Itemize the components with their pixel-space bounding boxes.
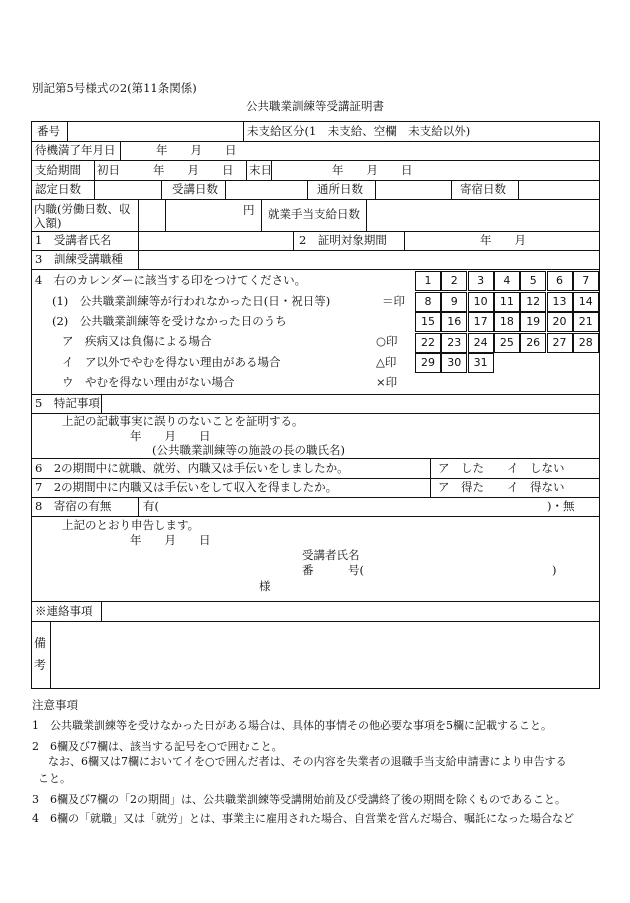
calendar-day[interactable]: 5 <box>520 271 546 291</box>
declare-name-label: 受講者氏名 <box>302 548 360 562</box>
employment-allowance-days-label: 就業手当支給日数 <box>268 207 360 221</box>
calendar-instruction: 4 右のカレンダーに該当する印をつけてください。 <box>35 273 307 287</box>
calendar-day[interactable]: 24 <box>468 333 494 353</box>
answer-income[interactable]: ア 得た イ 得ない <box>438 480 565 494</box>
legend-cross-mark: ×印 <box>376 375 398 389</box>
form-reference: 別記第5号様式の2(第11条関係) <box>32 81 197 95</box>
calendar-day[interactable]: 15 <box>415 312 441 332</box>
legend-no-training: (1) 公共職業訓練等が行われなかった日(日・祝日等) <box>52 294 331 308</box>
first-day-label: 初日 <box>97 163 120 177</box>
waiting-end-date-value: 年 月 日 <box>156 143 237 157</box>
calendar-day[interactable]: 20 <box>547 312 573 332</box>
lodging-days-label: 寄宿日数 <box>460 182 506 196</box>
note-2: 2 6欄及び7欄は、該当する記号を○で囲むこと。 <box>32 740 283 753</box>
note-3: 3 6欄及び7欄の「2の期間」は、公共職業訓練等受講開始前及び受講終了後の期間を除くものであること。 <box>32 793 566 806</box>
attendance-days-label: 受講日数 <box>172 182 218 196</box>
legend-equal-mark: ＝印 <box>382 294 405 308</box>
legend-unavoidable: イ ア以外でやむを得ない理由がある場合 <box>62 355 281 369</box>
remarks-label-1: 備 <box>34 636 47 650</box>
calendar-day[interactable]: 3 <box>468 271 494 291</box>
commute-days-label: 通所日数 <box>317 182 363 196</box>
calendar-day[interactable]: 23 <box>441 333 467 353</box>
certify-date: 年 月 日 <box>130 429 211 443</box>
legend-circle-mark: ○印 <box>376 334 398 348</box>
calendar-day[interactable]: 31 <box>468 353 494 373</box>
calendar-day[interactable]: 22 <box>415 333 441 353</box>
calendar-day[interactable]: 8 <box>415 292 441 312</box>
page-title: 公共職業訓練等受講証明書 <box>246 99 384 113</box>
calendar-day[interactable]: 2 <box>441 271 467 291</box>
calendar-day[interactable]: 29 <box>415 353 441 373</box>
calendar-day[interactable]: 30 <box>441 353 467 373</box>
number-label: 番号 <box>37 124 60 138</box>
note-2-continued: なお、6欄又は7欄においてイを○で囲んだ者は、その内容を失業者の退職手当支給申請書により申告する <box>48 755 567 768</box>
lodging-yes[interactable]: 有( <box>143 499 159 513</box>
legend-absent-header: (2) 公共職業訓練等を受けなかった日のうち <box>52 314 287 328</box>
calendar-day[interactable]: 28 <box>573 333 599 353</box>
calendar-day[interactable]: 7 <box>573 271 599 291</box>
side-job-label: 内職(労働日数、収入額) <box>34 202 131 230</box>
yen-unit: 円 <box>243 203 255 217</box>
declare-date: 年 月 日 <box>130 533 211 547</box>
declare-number-close: ) <box>552 563 557 577</box>
calendar-day[interactable]: 25 <box>494 333 520 353</box>
calendar-day[interactable]: 16 <box>441 312 467 332</box>
calendar-day[interactable]: 11 <box>494 292 520 312</box>
lodging-presence-label: 8 寄宿の有無 <box>35 499 112 513</box>
special-notes-label: 5 特記事項 <box>35 396 100 410</box>
calendar-day[interactable]: 12 <box>520 292 546 312</box>
last-day-label: 末日 <box>249 163 272 177</box>
last-day-date: 年 月 日 <box>332 163 413 177</box>
certification-period-label: 2 証明対象期間 <box>299 233 387 247</box>
calendar-day[interactable]: 10 <box>468 292 494 312</box>
remarks-label-2: 考 <box>34 658 47 672</box>
calendar-day[interactable]: 1 <box>415 271 441 291</box>
certified-days-label: 認定日数 <box>35 182 81 196</box>
declare-number-label: 番 号( <box>302 563 364 577</box>
certify-statement: 上記の記載事実に誤りのないことを証明する。 <box>62 414 304 428</box>
calendar-day[interactable]: 9 <box>441 292 467 312</box>
lodging-no[interactable]: )・無 <box>547 499 575 513</box>
certify-signer-label: (公共職業訓練等の施設の長の職氏名) <box>152 443 345 457</box>
question-employment: 6 2の期間中に就職、就労、内職又は手伝いをしましたか。 <box>35 461 349 475</box>
calendar-day[interactable]: 19 <box>520 312 546 332</box>
calendar-day[interactable]: 6 <box>547 271 573 291</box>
question-income: 7 2の期間中に内職又は手伝いをして収入を得ましたか。 <box>35 480 338 494</box>
calendar-day[interactable]: 17 <box>468 312 494 332</box>
note-2-tail: こと。 <box>38 772 71 785</box>
calendar-day[interactable]: 26 <box>520 333 546 353</box>
honorific-sama: 様 <box>259 579 271 593</box>
waiting-end-date-label: 待機満了年月日 <box>35 143 116 157</box>
legend-triangle-mark: △印 <box>376 355 397 369</box>
calendar-day[interactable]: 4 <box>494 271 520 291</box>
declare-statement: 上記のとおり申告します。 <box>62 518 200 532</box>
calendar-day[interactable]: 21 <box>573 312 599 332</box>
trainee-name-label: 1 受講者氏名 <box>35 233 112 247</box>
legend-illness: ア 疾病又は負傷による場合 <box>62 334 212 348</box>
note-4: 4 6欄の「就職」又は「就労」とは、事業主に雇用された場合、自営業を営んだ場合、嘱託になった場合など <box>32 812 574 825</box>
first-day-date: 年 月 日 <box>153 163 234 177</box>
training-occupation-label: 3 訓練受講職種 <box>35 252 123 266</box>
payment-period-label: 支給期間 <box>35 163 81 177</box>
note-1: 1 公共職業訓練等を受けなかった日がある場合は、具体的事情その他必要な事項を5欄に記載すること。 <box>32 719 552 732</box>
answer-employment[interactable]: ア した イ しない <box>438 461 565 475</box>
unpaid-category-label: 未支給区分(1 未支給、空欄 未支給以外) <box>247 124 471 138</box>
contact-notes-label: ※連絡事項 <box>35 604 93 618</box>
calendar-day[interactable]: 14 <box>573 292 599 312</box>
legend-avoidable: ウ やむを得ない理由がない場合 <box>62 375 235 389</box>
calendar-day[interactable]: 27 <box>547 333 573 353</box>
certification-period-date: 年 月 <box>480 233 526 247</box>
notes-title: 注意事項 <box>32 698 78 712</box>
calendar-day[interactable]: 18 <box>494 312 520 332</box>
calendar-day[interactable]: 13 <box>547 292 573 312</box>
